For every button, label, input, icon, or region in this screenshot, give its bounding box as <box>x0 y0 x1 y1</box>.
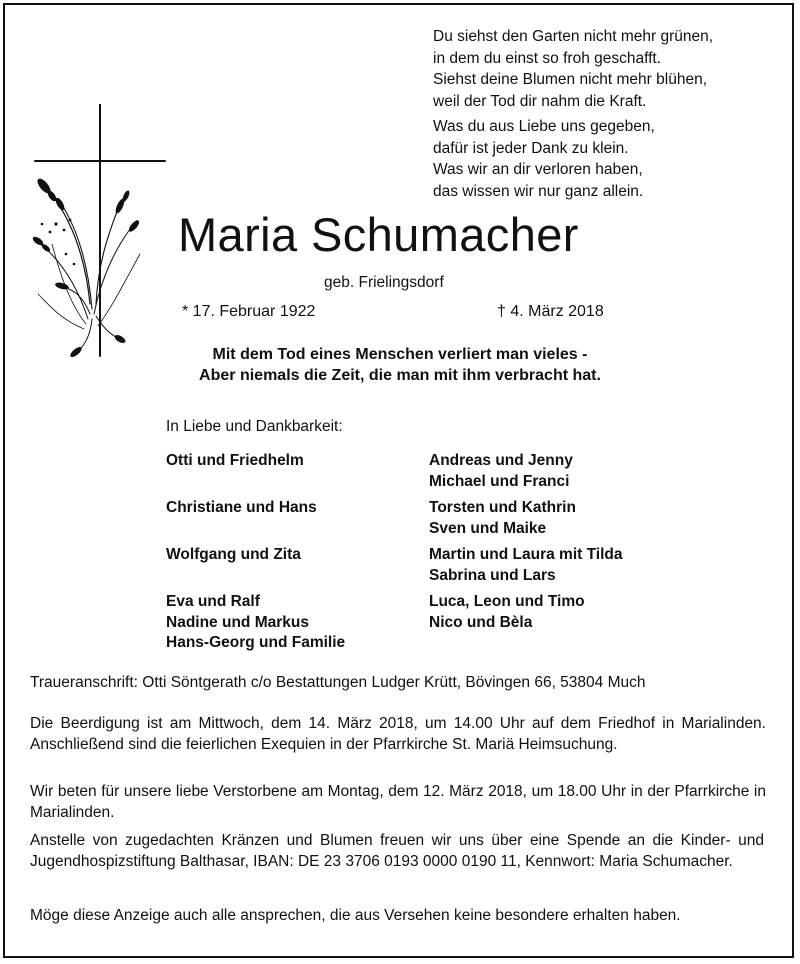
poem-stanza-1 <box>433 26 793 112</box>
mourner-entry: Wolfgang und Zita <box>166 546 301 563</box>
mourner-entry: Torsten und Kathrin <box>429 499 576 516</box>
poem-line: das wissen wir nur ganz allein. <box>433 182 644 200</box>
mourner-entry: Martin und Laura mit Tilda <box>429 546 623 563</box>
poem-line: Siehst deine Blumen nicht mehr blühen, <box>433 71 707 88</box>
poem-line: weil der Tod dir nahm die Kraft. <box>433 92 647 110</box>
motto-line: Mit dem Tod eines Menschen verliert man vieles - <box>212 346 588 363</box>
maiden-name: geb. Frielingsdorf <box>324 274 444 291</box>
mourner-entry: Nadine und Markus <box>166 613 309 631</box>
death-date: † 4. März 2018 <box>497 303 604 320</box>
mourner-entry: Hans-Georg und Familie <box>166 634 346 651</box>
mourner-entry: Luca, Leon und Timo <box>429 593 585 610</box>
funeral-info: Die Beerdigung ist am Mittwoch, dem 14. März 2018, um 14.00 Uhr auf dem Friedhof in Marialinden. Anschließend sind die feierlichen Exequien in der Pfarrkirche St. Mariä Heimsuchung. <box>30 715 766 753</box>
mourner-entry: Eva und Ralf <box>166 593 260 610</box>
mourner-entry: Christiane und Hans <box>166 499 317 516</box>
cross-with-wheat-icon <box>30 104 170 360</box>
poem-line: Was du aus Liebe uns gegeben, <box>433 118 655 135</box>
deceased-name: Maria Schumacher <box>178 208 579 261</box>
poem-line: Du siehst den Garten nicht mehr grünen, <box>433 28 714 45</box>
poem-stanza-2 <box>433 116 793 202</box>
donation-info: Anstelle von zugedachten Kränzen und Blumen freuen wir uns über eine Spende an die Kinder- und Jugendhospizstiftung Balthasar, IBAN: DE 23 3706 0193 0000 0190 11, Kennwort: Maria Schumacher. <box>30 832 764 870</box>
mourner-entry: Sabrina und Lars <box>429 566 556 584</box>
birth-date: * 17. Februar 1922 <box>182 303 316 320</box>
mourners-left-column <box>166 451 345 654</box>
prayer-info: Wir beten für unsere liebe Verstorbene am Montag, dem 12. März 2018, um 18.00 Uhr in der Pfarrkirche in Marialinden. <box>30 783 766 821</box>
motto <box>100 344 700 386</box>
mourners-right-column <box>429 451 622 633</box>
mourner-entry: Otti und Friedhelm <box>166 452 304 469</box>
poem-line: in dem du einst so froh geschafft. <box>433 49 662 67</box>
mourner-entry: Sven und Maike <box>429 519 547 537</box>
mourner-entry: Andreas und Jenny <box>429 452 573 469</box>
poem-line: Was wir an dir verloren haben, <box>433 161 643 178</box>
poem <box>433 26 793 202</box>
poem-line: dafür ist jeder Dank zu klein. <box>433 139 629 157</box>
mourning-address: Traueranschrift: Otti Söntgerath c/o Bestattungen Ludger Krütt, Bövingen 66, 53804 Much <box>30 674 646 691</box>
motto-line: Aber niemals die Zeit, die man mit ihm verbracht hat. <box>199 367 601 384</box>
mourner-entry: Nico und Bèla <box>429 613 533 631</box>
mourner-entry: Michael und Franci <box>429 472 570 490</box>
closing-note: Möge diese Anzeige auch alle ansprechen, die aus Versehen keine besondere erhalten haben. <box>30 907 681 924</box>
mourners-intro: In Liebe und Dankbarkeit: <box>166 418 343 435</box>
